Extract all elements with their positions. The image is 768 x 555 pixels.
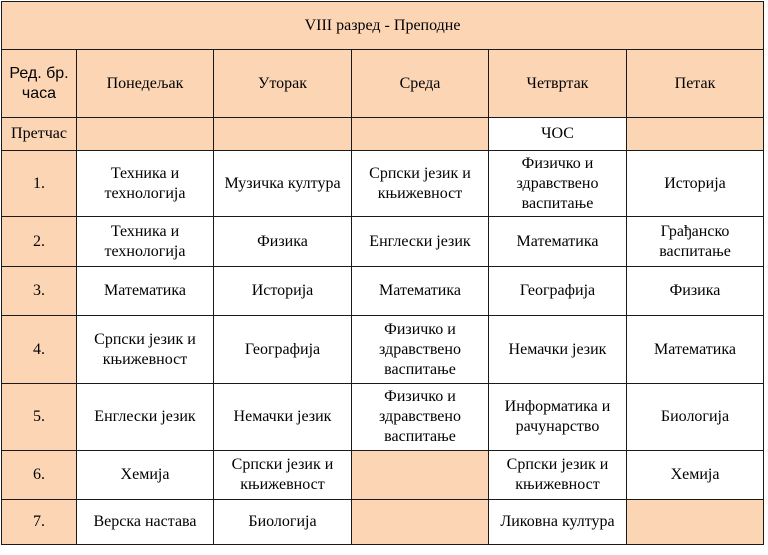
day-header-tuesday: Уторак xyxy=(214,50,352,118)
schedule-cell: Музичка култура xyxy=(214,151,352,217)
schedule-cell: Историја xyxy=(214,267,352,316)
schedule-cell: Математика xyxy=(352,267,489,316)
schedule-cell: Грађанско васпитање xyxy=(627,217,764,267)
schedule-cell xyxy=(77,118,214,151)
schedule-cell: Биологија xyxy=(214,500,352,545)
table-row xyxy=(2,316,764,384)
day-header-thursday: Четвртак xyxy=(489,50,627,118)
schedule-cell: Историја xyxy=(627,151,764,217)
row-label: 7. xyxy=(2,500,77,545)
schedule-cell: Енглески језик xyxy=(352,217,489,267)
schedule-cell: Физика xyxy=(627,267,764,316)
schedule-cell: Хемија xyxy=(627,451,764,500)
schedule-cell: ЧОС xyxy=(489,118,627,151)
table-row xyxy=(2,500,764,545)
day-header-friday: Петак xyxy=(627,50,764,118)
schedule-cell: Математика xyxy=(77,267,214,316)
schedule-cell xyxy=(627,500,764,545)
schedule-cell: Енглески језик xyxy=(77,384,214,451)
row-label: 3. xyxy=(2,267,77,316)
schedule-cell: Математика xyxy=(489,217,627,267)
table-row xyxy=(2,267,764,316)
schedule-cell: Географија xyxy=(214,316,352,384)
schedule-cell: Техника и технологија xyxy=(77,151,214,217)
schedule-cell: Географија xyxy=(489,267,627,316)
schedule-cell: Српски језик и књижевност xyxy=(77,316,214,384)
schedule-cell: Српски језик и књижевност xyxy=(489,451,627,500)
schedule-cell xyxy=(352,500,489,545)
schedule-cell: Техника и технологија xyxy=(77,217,214,267)
row-label: 1. xyxy=(2,151,77,217)
schedule-cell: Физика xyxy=(214,217,352,267)
table-row xyxy=(2,451,764,500)
table-row xyxy=(2,217,764,267)
schedule-cell: Српски језик и књижевност xyxy=(214,451,352,500)
table-title: VIII разред - Преподне xyxy=(2,2,764,50)
table-row xyxy=(2,384,764,451)
table-row xyxy=(2,151,764,217)
row-label: Претчас xyxy=(2,118,77,151)
schedule-cell: Информатика и рачунарство xyxy=(489,384,627,451)
row-label: 4. xyxy=(2,316,77,384)
day-header-monday: Понедељак xyxy=(77,50,214,118)
row-label: 2. xyxy=(2,217,77,267)
row-label: 5. xyxy=(2,384,77,451)
table-row xyxy=(2,118,764,151)
schedule-cell: Немачки језик xyxy=(489,316,627,384)
schedule-cell: Физичко и здравствено васпитање xyxy=(352,384,489,451)
schedule-cell xyxy=(352,451,489,500)
schedule-cell: Немачки језик xyxy=(214,384,352,451)
schedule-cell: Физичко и здравствено васпитање xyxy=(352,316,489,384)
schedule-cell xyxy=(627,118,764,151)
schedule-cell xyxy=(214,118,352,151)
schedule-cell xyxy=(352,118,489,151)
schedule-cell: Ликовна култура xyxy=(489,500,627,545)
schedule-cell: Математика xyxy=(627,316,764,384)
day-header-wednesday: Среда xyxy=(352,50,489,118)
row-label: 6. xyxy=(2,451,77,500)
lesson-number-header: Ред. бр. часа xyxy=(2,50,77,118)
schedule-cell: Верска настава xyxy=(77,500,214,545)
schedule-cell: Физичко и здравствено васпитање xyxy=(489,151,627,217)
schedule-cell: Биологија xyxy=(627,384,764,451)
schedule-table xyxy=(1,1,764,545)
schedule-cell: Српски језик и књижевност xyxy=(352,151,489,217)
schedule-cell: Хемија xyxy=(77,451,214,500)
